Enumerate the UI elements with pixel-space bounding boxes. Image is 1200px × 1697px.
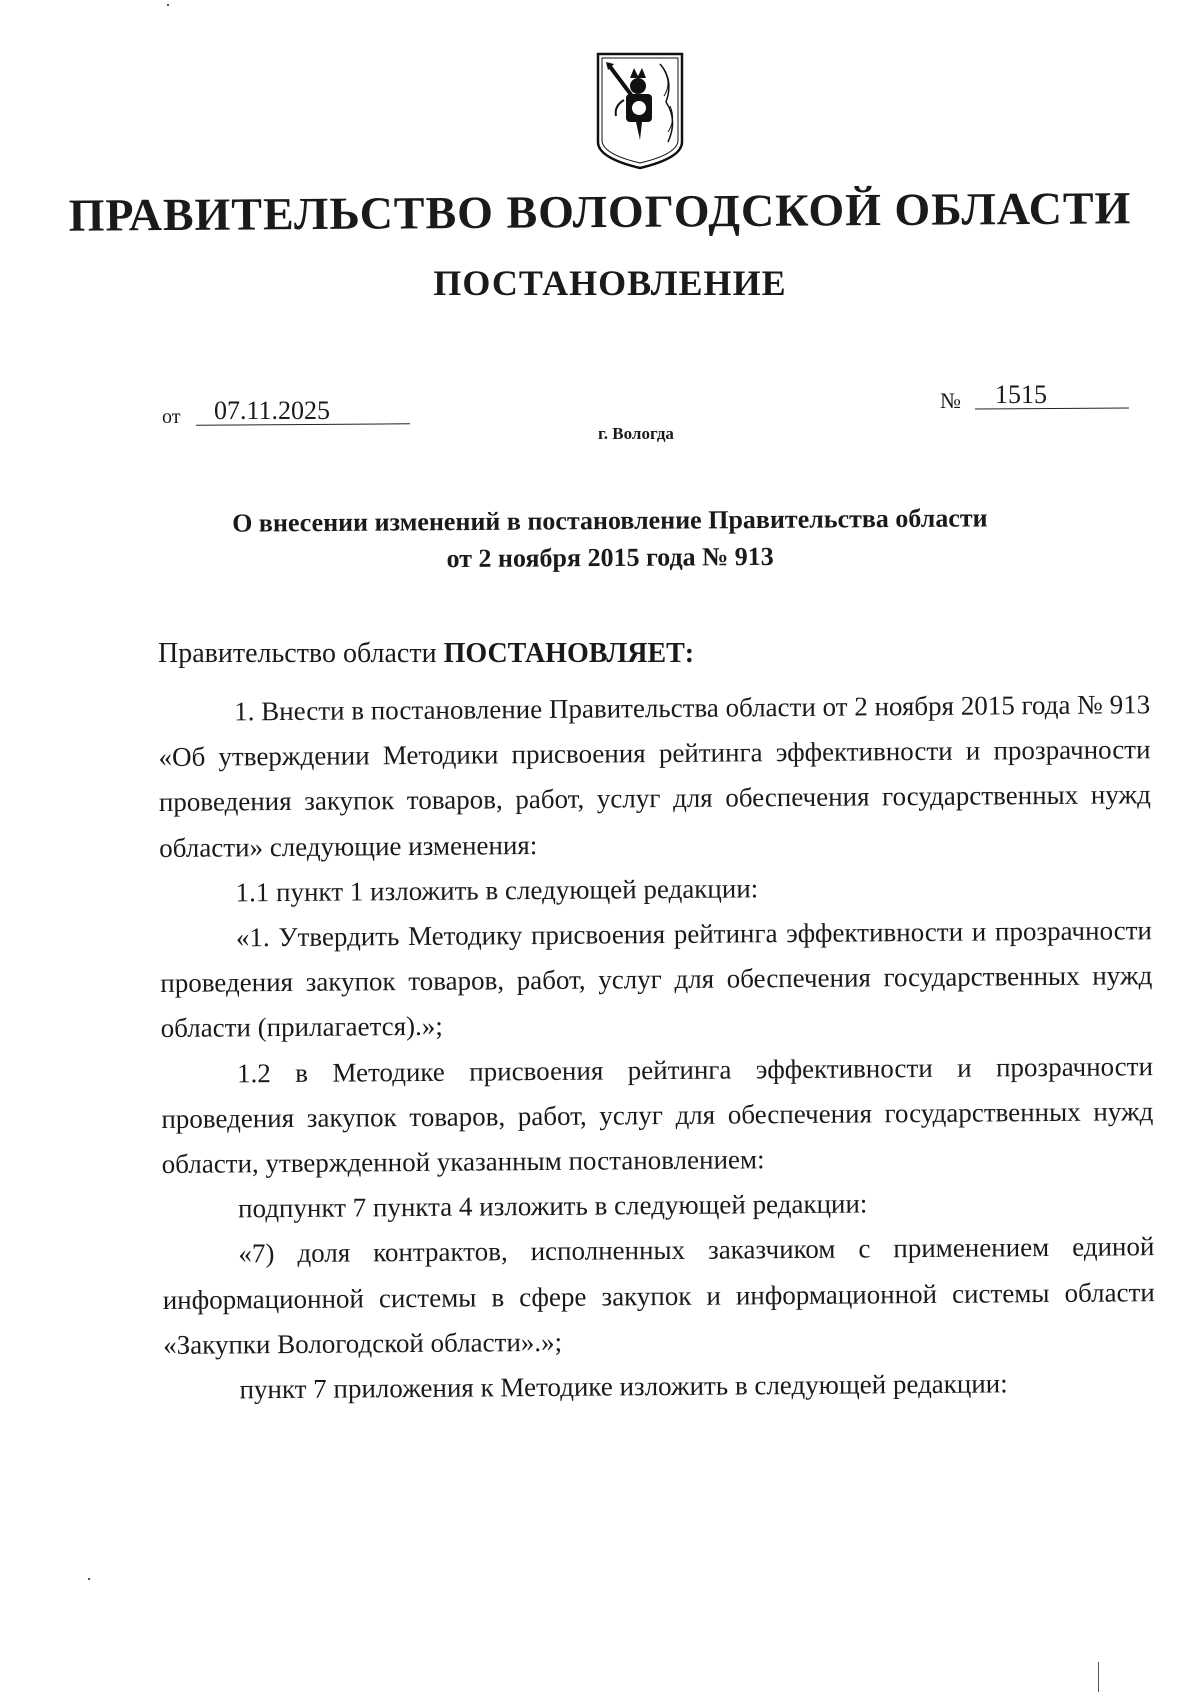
body-paragraph: 1.1 пункт 1 изложить в следующей редакции:: [235, 873, 759, 908]
number-label: №: [940, 388, 961, 413]
resolution-intro-text: Правительство области: [158, 638, 444, 669]
coat-of-arms-emblem: [594, 50, 686, 172]
date-label: от: [162, 406, 181, 428]
document-date: 07.11.2025: [214, 396, 331, 425]
document-subject: [150, 499, 1070, 579]
scan-artifact: [1098, 1662, 1099, 1692]
subject-line: О внесении изменений в постановление Правительства области: [232, 503, 988, 538]
body-paragraph: 1.2 в Методике присвоения рейтинга эффективности и прозрачности проведения закупок товаров, работ, услуг для обеспечения государственных нужд области, утвержденной указанным постановлением:: [161, 1050, 1154, 1180]
scan-artifact: [167, 4, 169, 6]
government-title: ПРАВИТЕЛЬСТВО ВОЛОГОДСКОЙ ОБЛАСТИ: [68, 182, 1132, 241]
document-number: 1515: [995, 380, 1047, 409]
number-underline: [975, 407, 1129, 409]
body-paragraph: «1. Утвердить Методику присвоения рейтинга эффективности и прозрачности проведения закупок товаров, работ, услуг для обеспечения государственных нужд области (прилагается).»;: [160, 915, 1153, 1044]
document-type-title: ПОСТАНОВЛЕНИЕ: [433, 263, 787, 303]
resolution-keyword: ПОСТАНОВЛЯЕТ:: [443, 638, 695, 669]
body-paragraph: подпункт 7 пункта 4 изложить в следующей редакции:: [237, 1188, 868, 1224]
body-paragraph: 1. Внести в постановление Правительства области от 2 ноября 2015 года № 913 «Об утверждении Методики присвоения рейтинга эффективности и прозрачности проведения закупок товаров, работ, услуг для обеспечения государственных нужд области» следующие изменения:: [158, 689, 1151, 863]
subject-line: от 2 ноября 2015 года № 913: [446, 541, 774, 574]
resolution-intro: [158, 638, 694, 670]
scan-artifact: [88, 1578, 90, 1580]
city-label: г. Вологда: [598, 424, 674, 443]
document-body: [158, 682, 1156, 1413]
body-paragraph: пункт 7 приложения к Методике изложить в следующей редакции:: [239, 1368, 1008, 1405]
body-paragraph: «7) доля контрактов, исполненных заказчиком с применением единой информационной системы в сфере закупок и информационной системы области «Закупки Вологодской области».»;: [162, 1231, 1155, 1360]
